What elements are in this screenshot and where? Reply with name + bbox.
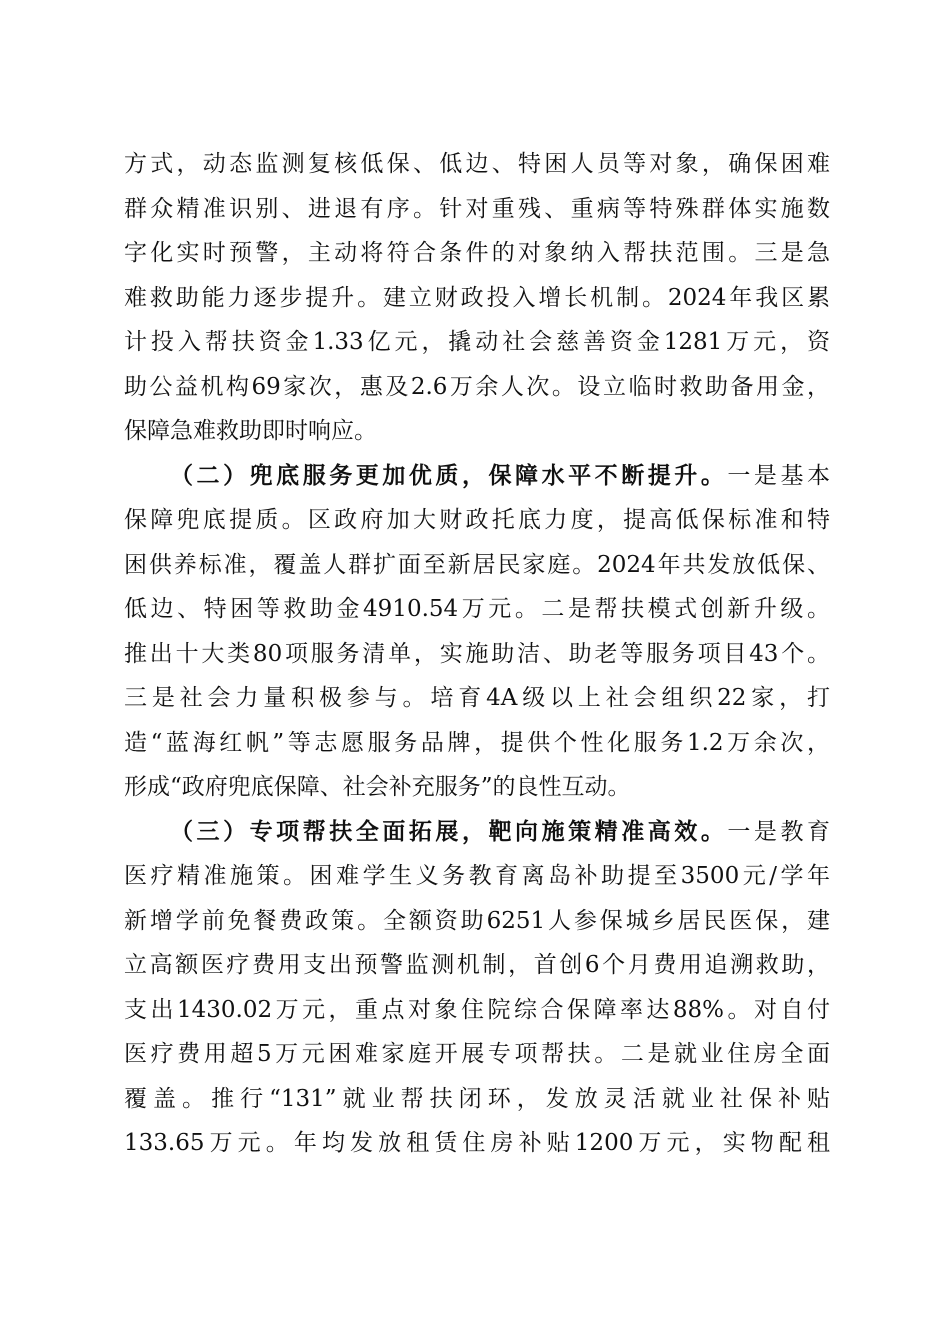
text-line: 保障急难救助即时响应。: [124, 418, 377, 444]
text-line: 医疗费用超5万元困难家庭开展专项帮扶。二是就业住房全面: [124, 1041, 830, 1067]
text-run: 一是基本: [727, 462, 831, 489]
text-line: 字化实时预警，主动将符合条件的对象纳入帮扶范围。三是急: [124, 240, 830, 266]
text-line: 群众精准识别、进退有序。针对重残、重病等特殊群体实施数: [124, 195, 830, 222]
text-line: 造“蓝海红帆”等志愿服务品牌，提供个性化服务1.2万余次，: [124, 729, 830, 756]
text-line: 医疗精准施策。困难学生义务教育离岛补助提至3500元/学年: [124, 863, 830, 889]
text-line: 133.65万元。年均发放租赁住房补贴1200万元，实物配租: [124, 1130, 830, 1156]
text-line: 方式，动态监测复核低保、低边、特困人员等对象，确保困难: [124, 151, 830, 177]
text-line: 三是社会力量积极参与。培育4A级以上社会组织22家，打: [124, 685, 830, 711]
text-line: 立高额医疗费用支出预警监测机制，首创6个月费用追溯救助，: [124, 952, 830, 978]
text-run: 一是教育: [727, 818, 831, 845]
text-line: 困供养标准，覆盖人群扩面至新居民家庭。2024年共发放低保、: [124, 551, 830, 578]
paragraph-first-line: [124, 810, 830, 855]
text-line: 支出1430.02万元，重点对象住院综合保障率达88%。对自付: [124, 996, 830, 1023]
paragraph-first-line: [124, 454, 830, 499]
section-heading: （二）兜底服务更加优质，保障水平不断提升。: [170, 461, 728, 489]
text-line: 助公益机构69家次，惠及2.6万余人次。设立临时救助备用金，: [124, 373, 830, 400]
section-heading: （三）专项帮扶全面拓展，靶向施策精准高效。: [170, 817, 728, 845]
text-line: 保障兜底提质。区政府加大财政托底力度，提高低保标准和特: [124, 507, 830, 533]
text-line: 计投入帮扶资金1.33亿元，撬动社会慈善资金1281万元，资: [124, 329, 830, 355]
text-line: 覆盖。推行“131”就业帮扶闭环，发放灵活就业社保补贴: [124, 1085, 830, 1112]
document-body: [124, 142, 830, 1166]
text-line: 新增学前免餐费政策。全额资助6251人参保城乡居民医保，建: [124, 907, 830, 934]
text-line: 推出十大类80项服务清单，实施助洁、助老等服务项目43个。: [124, 640, 830, 667]
text-line: 低边、特困等救助金4910.54万元。二是帮扶模式创新升级。: [124, 596, 830, 622]
text-line: 难救助能力逐步提升。建立财政投入增长机制。2024年我区累: [124, 284, 830, 311]
text-line: 形成“政府兜底保障、社会补充服务”的良性互动。: [124, 774, 631, 800]
